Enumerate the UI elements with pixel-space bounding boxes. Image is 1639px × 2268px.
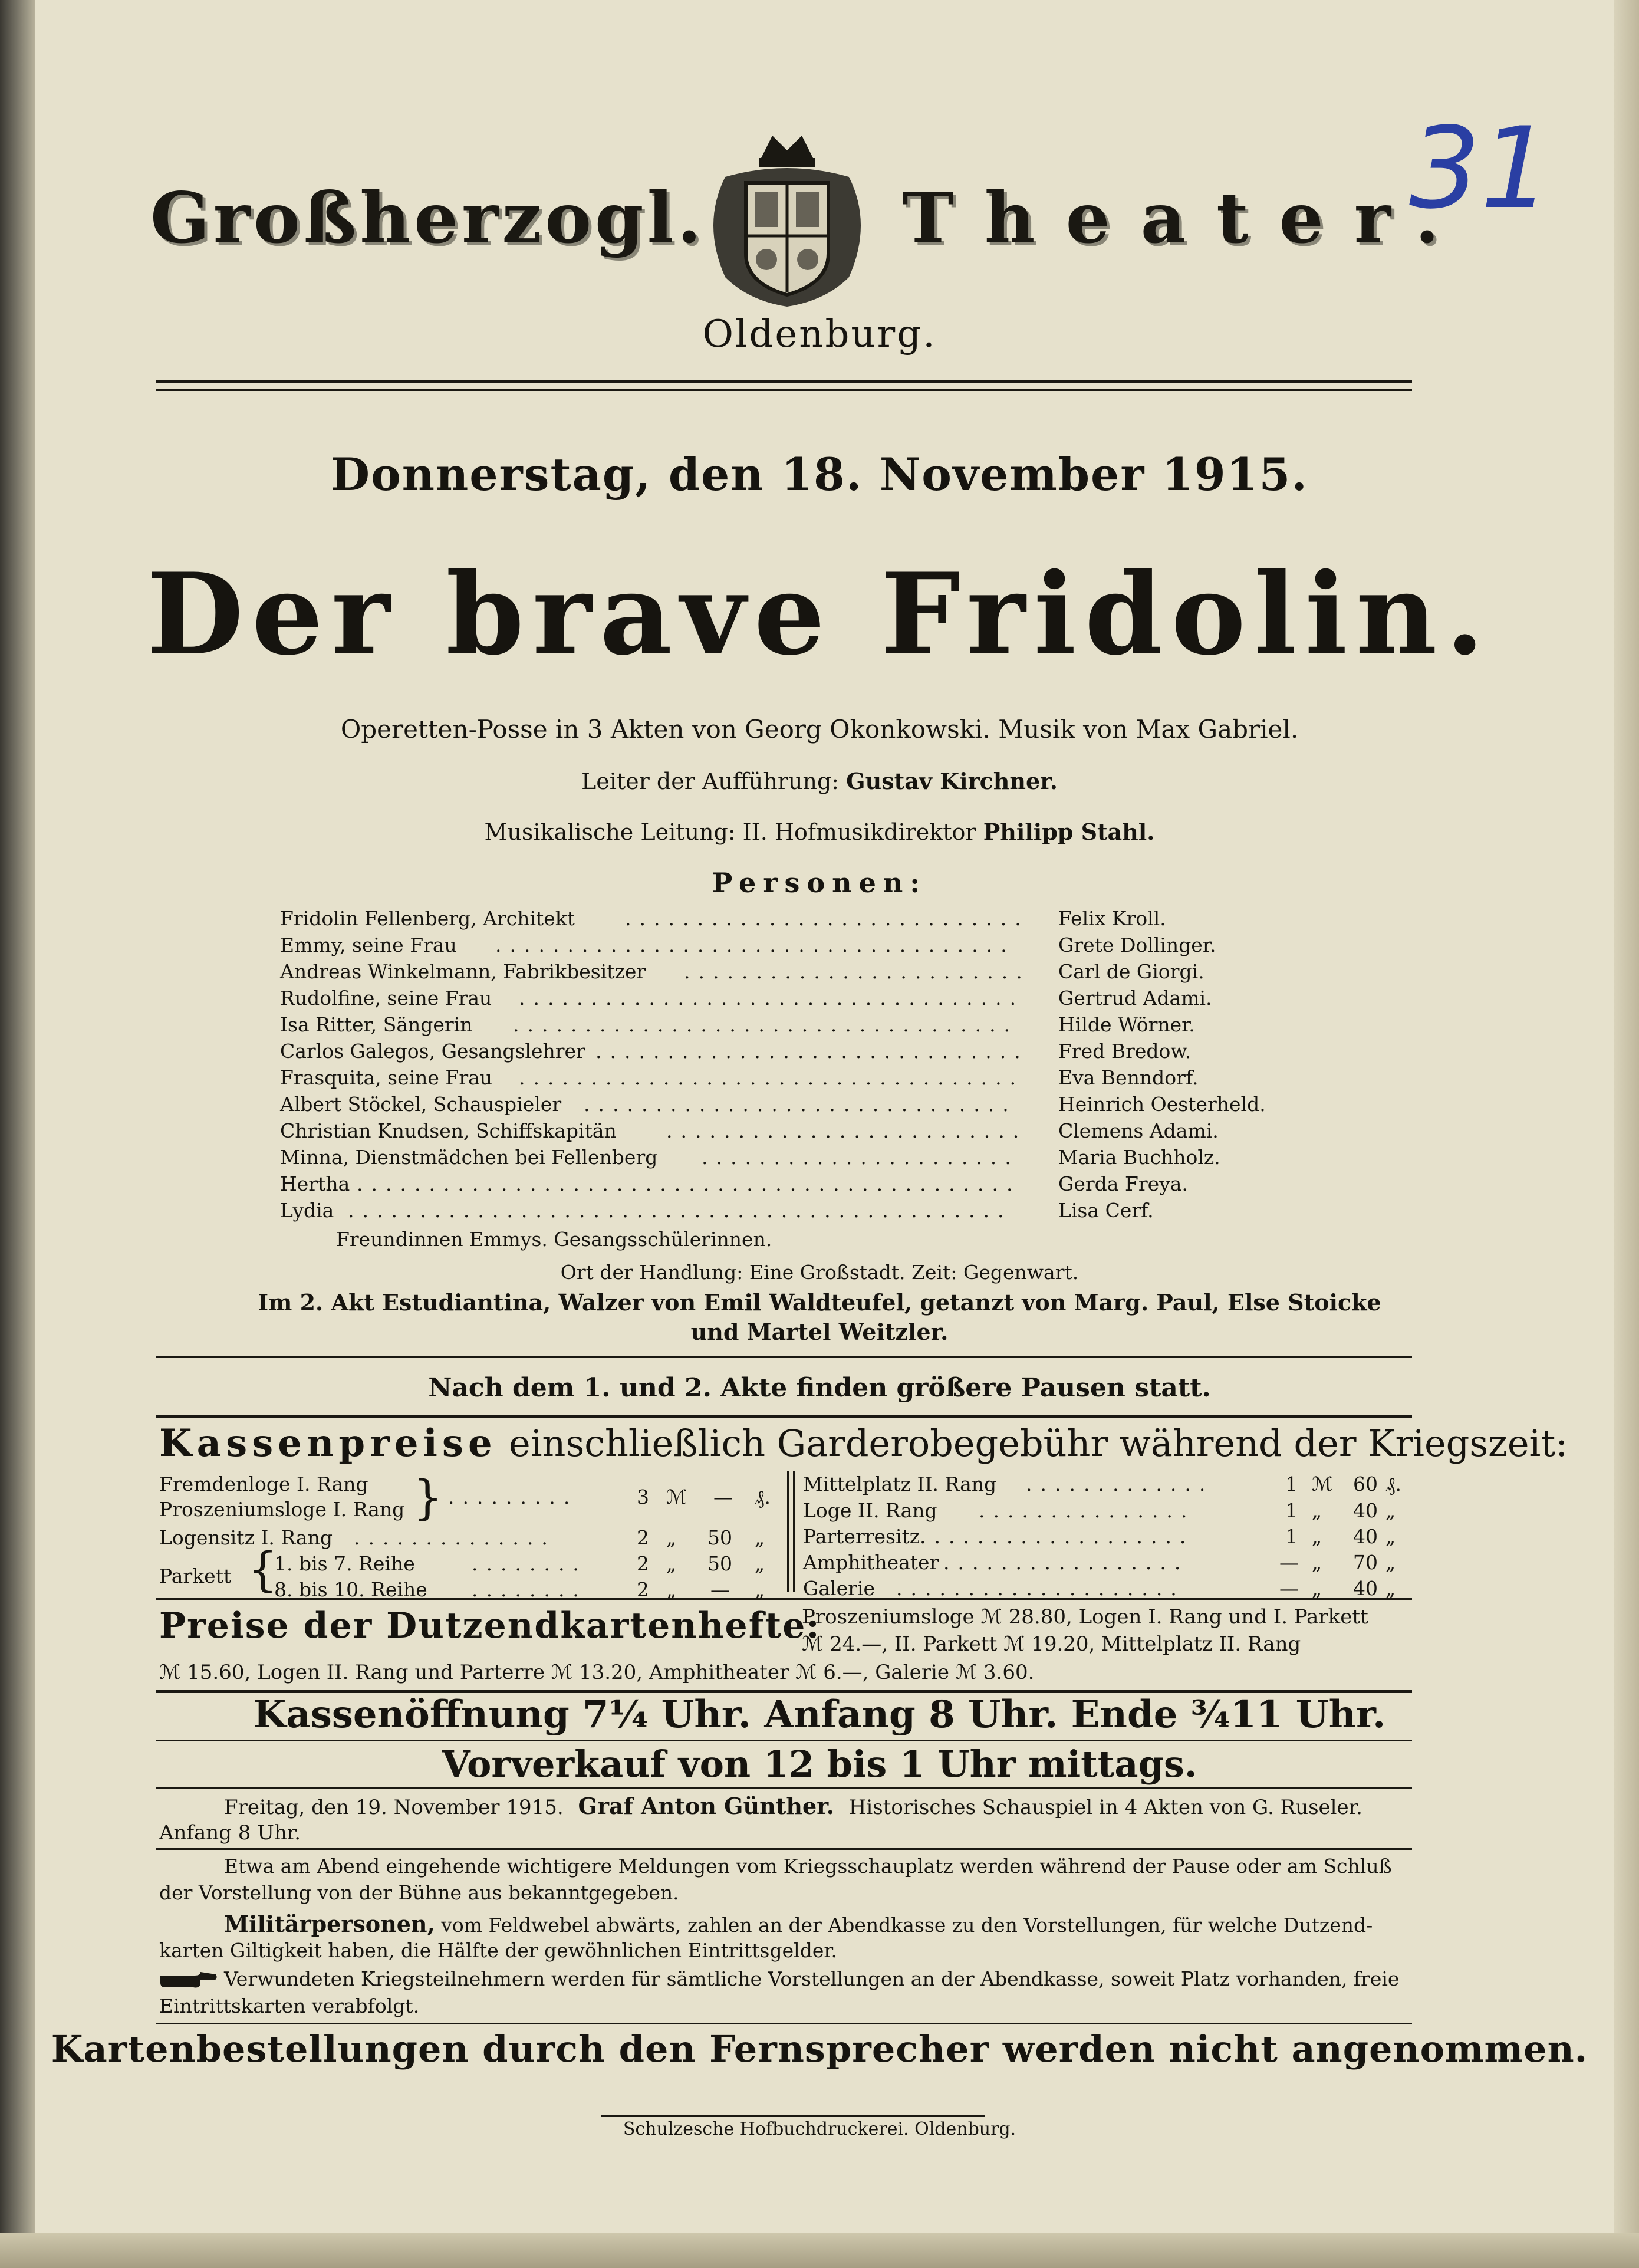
price-pf: 40 xyxy=(1353,1577,1378,1600)
cast-actor: Maria Buchholz. xyxy=(1058,1146,1220,1169)
price-mark: 3 xyxy=(637,1485,649,1508)
dance-line-1: Im 2. Akt Estudiantina, Walzer von Emil Waldteufel, getanzt von Marg. Paul, Else Stoicke xyxy=(258,1289,1381,1316)
cast-note: Freundinnen Emmys. Gesangsschülerinnen. xyxy=(336,1228,772,1251)
leader-dots: ............... xyxy=(979,1499,1196,1522)
leader-dots: .................................... xyxy=(495,934,1015,956)
divider xyxy=(156,1787,1412,1789)
price-pf: 60 xyxy=(1353,1472,1378,1495)
cast-role: Albert Stöckel, Schauspieler xyxy=(280,1093,562,1116)
price-mark: 1 xyxy=(1285,1499,1298,1522)
price-label: Loge II. Rang xyxy=(803,1499,937,1522)
dance-line-2: und Martel Weitzler. xyxy=(690,1319,949,1345)
divider xyxy=(156,1740,1412,1741)
leader-dots: ................................... xyxy=(513,1013,1019,1036)
cast-actor: Eva Benndorf. xyxy=(1058,1066,1199,1089)
director-label: Leiter der Aufführung: xyxy=(581,768,840,794)
leader-dots: ................................... xyxy=(519,987,1025,1010)
dozen-line-3: ℳ 15.60, Logen II. Rang und Parterre ℳ 13.20, Amphitheater ℳ 6.—, Galerie ℳ 3.60. xyxy=(159,1661,1035,1684)
divider xyxy=(156,1598,1412,1600)
director-line xyxy=(0,768,1639,794)
prices-heading-rest: einschließlich Garderobegebühr während der Kriegszeit: xyxy=(509,1422,1568,1465)
header-right-word: Theater. xyxy=(902,177,1470,259)
brace: { xyxy=(248,1542,278,1597)
divider xyxy=(156,1415,1412,1418)
divider xyxy=(156,1848,1412,1850)
cast-actor: Gertrud Adami. xyxy=(1058,987,1212,1010)
header-rule-bottom xyxy=(156,389,1412,391)
cast-role: Isa Ritter, Sängerin xyxy=(280,1013,473,1036)
price-pf-unit: „ xyxy=(755,1552,765,1575)
price-mark-unit: „ xyxy=(1312,1551,1322,1574)
cast-role: Carlos Galegos, Gesangslehrer xyxy=(280,1040,585,1063)
leader-dots: ...................... xyxy=(702,1146,1019,1169)
price-mark-unit: „ xyxy=(666,1552,677,1575)
military-note-line-2: karten Giltigkeit haben, die Hälfte der gewöhnlichen Eintrittsgelder. xyxy=(159,1939,837,1962)
leader-dots: .............................. xyxy=(584,1093,1017,1116)
cast-actor: Gerda Freya. xyxy=(1058,1172,1188,1195)
cast-actor: Clemens Adami. xyxy=(1058,1119,1219,1142)
play-title: Der brave Fridolin. xyxy=(146,548,1493,680)
next-title: Graf Anton Günther. xyxy=(578,1793,834,1819)
price-mark-unit: „ xyxy=(666,1578,677,1601)
cast-role: Lydia xyxy=(280,1199,334,1222)
next-performance-line xyxy=(224,1793,1362,1819)
setting-line: Ort der Handlung: Eine Großstadt. Zeit: Gegenwart. xyxy=(560,1261,1079,1284)
leader-dots: ................... xyxy=(920,1525,1194,1548)
cast-actor: Felix Kroll. xyxy=(1058,907,1166,930)
cast-role: Hertha xyxy=(280,1172,350,1195)
price-label: Amphitheater xyxy=(803,1551,939,1574)
dozen-line-2: ℳ 24.—, II. Parkett ℳ 19.20, Mittelplatz II. Rang xyxy=(802,1632,1301,1656)
cast-role: Fridolin Fellenberg, Architekt xyxy=(280,907,575,930)
price-mark-unit: „ xyxy=(666,1526,677,1549)
cast-actor: Heinrich Oesterheld. xyxy=(1058,1093,1266,1116)
page-bottom-edge xyxy=(0,2233,1639,2268)
leader-dots: ................. xyxy=(943,1551,1189,1574)
price-label: 1. bis 7. Reihe xyxy=(274,1552,415,1575)
price-pf-unit: „ xyxy=(1385,1499,1396,1522)
prices-heading xyxy=(159,1421,1568,1465)
divider xyxy=(156,2023,1412,2024)
price-mark: 1 xyxy=(1285,1525,1298,1548)
military-note-line-1 xyxy=(224,1911,1373,1937)
cast-actor: Grete Dollinger. xyxy=(1058,934,1216,956)
price-pf: 40 xyxy=(1353,1525,1378,1548)
header-rule-top xyxy=(156,380,1412,383)
director-name: Gustav Kirchner. xyxy=(846,768,1058,794)
play-subtitle: Operetten-Posse in 3 Akten von Georg Okonkowski. Musik von Max Gabriel. xyxy=(340,715,1299,744)
price-mark: 2 xyxy=(637,1552,649,1575)
price-label: Mittelplatz II. Rang xyxy=(803,1472,997,1495)
prices-heading-bold: Kassenpreise xyxy=(159,1421,497,1465)
next-start: Anfang 8 Uhr. xyxy=(159,1821,301,1845)
cast-role: Minna, Dienstmädchen bei Fellenberg xyxy=(280,1146,658,1169)
leader-dots: ................................... xyxy=(519,1066,1025,1089)
leader-dots: ........ xyxy=(472,1552,587,1575)
presale-hours: Vorverkauf von 12 bis 1 Uhr mittags. xyxy=(442,1743,1197,1786)
price-column-divider xyxy=(793,1471,795,1592)
parkett-label: Parkett xyxy=(159,1564,232,1587)
leader-dots: ............. xyxy=(1026,1472,1214,1495)
leader-dots: ......................... xyxy=(666,1119,1028,1142)
price-label: Parterresitz xyxy=(803,1525,920,1548)
leader-dots: ......... xyxy=(448,1485,578,1508)
leader-dots: .............................. xyxy=(595,1040,1029,1063)
wounded-note-line-1: Verwundeten Kriegsteilnehmern werden für sämtliche Vorstellungen an der Abendkasse, soweit Platz vorhanden, freie xyxy=(224,1967,1400,1990)
price-label: Logensitz I. Rang xyxy=(159,1526,333,1549)
price-label: Fremdenloge I. Rang xyxy=(159,1472,368,1495)
price-pf: 50 xyxy=(707,1552,732,1575)
price-pf: 50 xyxy=(707,1526,732,1549)
divider xyxy=(156,1356,1412,1358)
price-pf-unit: „ xyxy=(1385,1551,1396,1574)
price-pf-unit: „ xyxy=(1385,1577,1396,1600)
cast-actor: Lisa Cerf. xyxy=(1058,1199,1154,1222)
city-name: Oldenburg. xyxy=(702,313,937,356)
header-left-word: Großherzogl. xyxy=(150,177,705,259)
cast-actor: Fred Bredow. xyxy=(1058,1040,1192,1063)
leader-dots: .............................................. xyxy=(357,1172,1021,1195)
cast-role: Christian Knudsen, Schiffskapitän xyxy=(280,1119,617,1142)
next-description: Historisches Schauspiel in 4 Akten von G. Ruseler. xyxy=(848,1796,1362,1819)
music-director-name: Philipp Stahl. xyxy=(983,819,1155,845)
music-director-line xyxy=(0,819,1639,845)
price-label: 8. bis 10. Reihe xyxy=(274,1578,427,1601)
pause-line: Nach dem 1. und 2. Akte finden größere Pausen statt. xyxy=(428,1373,1211,1403)
price-mark: — xyxy=(1279,1551,1299,1574)
cast-actor: Hilde Wörner. xyxy=(1058,1013,1195,1036)
leader-dots: ........................ xyxy=(684,960,1031,983)
price-mark-unit: ℳ xyxy=(666,1485,687,1508)
music-label: Musikalische Leitung: II. Hofmusikdirektor xyxy=(484,819,976,845)
price-pf: 70 xyxy=(1353,1551,1378,1574)
price-pf-unit: „ xyxy=(755,1578,765,1601)
price-mark: — xyxy=(1279,1577,1299,1600)
price-column-divider xyxy=(787,1471,789,1592)
opening-times: Kassenöffnung 7¼ Uhr. Anfang 8 Uhr. Ende ¾11 Uhr. xyxy=(253,1692,1386,1737)
dozen-heading: Preise der Dutzendkartenhefte: xyxy=(159,1605,821,1646)
price-pf-unit: ₰. xyxy=(755,1485,771,1508)
persons-heading: Personen: xyxy=(712,867,927,899)
performance-date: Donnerstag, den 18. November 1915. xyxy=(331,448,1308,501)
price-mark-unit: ℳ xyxy=(1312,1472,1333,1495)
price-pf-unit: „ xyxy=(755,1526,765,1549)
cast-actor: Carl de Giorgi. xyxy=(1058,960,1204,983)
dozen-line-1: Proszeniumsloge ℳ 28.80, Logen I. Rang und I. Parkett xyxy=(802,1605,1368,1629)
price-mark: 2 xyxy=(637,1578,649,1601)
price-pf: 40 xyxy=(1353,1499,1378,1522)
coat-of-arms-icon xyxy=(690,124,884,318)
price-mark-unit: „ xyxy=(1312,1499,1322,1522)
price-label: Galerie xyxy=(803,1577,875,1600)
price-mark: 2 xyxy=(637,1526,649,1549)
printer-imprint: Schulzesche Hofbuchdruckerei. Oldenburg. xyxy=(623,2119,1016,2139)
price-label: Proszeniumsloge I. Rang xyxy=(159,1498,405,1521)
cast-role: Frasquita, seine Frau xyxy=(280,1066,493,1089)
handwritten-number: 31 xyxy=(1409,103,1552,234)
price-mark-unit: „ xyxy=(1312,1577,1322,1600)
price-pf: — xyxy=(710,1578,730,1601)
brace: } xyxy=(413,1470,443,1525)
military-label: Militärpersonen, xyxy=(224,1911,435,1937)
leader-dots: .............. xyxy=(354,1526,556,1549)
leader-dots: .............................................. xyxy=(348,1199,1012,1222)
next-date: Freitag, den 19. November 1915. xyxy=(224,1796,564,1819)
price-mark: 1 xyxy=(1285,1472,1298,1495)
imprint-rule xyxy=(601,2115,985,2117)
price-pf: — xyxy=(713,1485,733,1508)
cast-role: Emmy, seine Frau xyxy=(280,934,457,956)
price-mark-unit: „ xyxy=(1312,1525,1322,1548)
leader-dots: ............................ xyxy=(625,907,1029,930)
phone-notice: Kartenbestellungen durch den Fernsprecher werden nicht angenommen. xyxy=(51,2027,1588,2070)
news-note-line-2: der Vorstellung von der Bühne aus bekanntgegeben. xyxy=(159,1881,679,1904)
pointing-hand-icon xyxy=(159,1967,218,1991)
wounded-note-line-2: Eintrittskarten verabfolgt. xyxy=(159,1994,420,2017)
military-text: vom Feldwebel abwärts, zahlen an der Abendkasse zu den Vorstellungen, für welche Dutzend- xyxy=(441,1914,1373,1937)
cast-role: Rudolfine, seine Frau xyxy=(280,987,492,1010)
news-note-line-1: Etwa am Abend eingehende wichtigere Meldungen vom Kriegsschauplatz werden während der Pause oder am Schluß xyxy=(224,1855,1392,1878)
price-pf-unit: ₰. xyxy=(1385,1472,1401,1495)
cast-role: Andreas Winkelmann, Fabrikbesitzer xyxy=(280,960,646,983)
price-pf-unit: „ xyxy=(1385,1525,1396,1548)
leader-dots: ........ xyxy=(472,1578,587,1601)
leader-dots: .................... xyxy=(896,1577,1185,1600)
